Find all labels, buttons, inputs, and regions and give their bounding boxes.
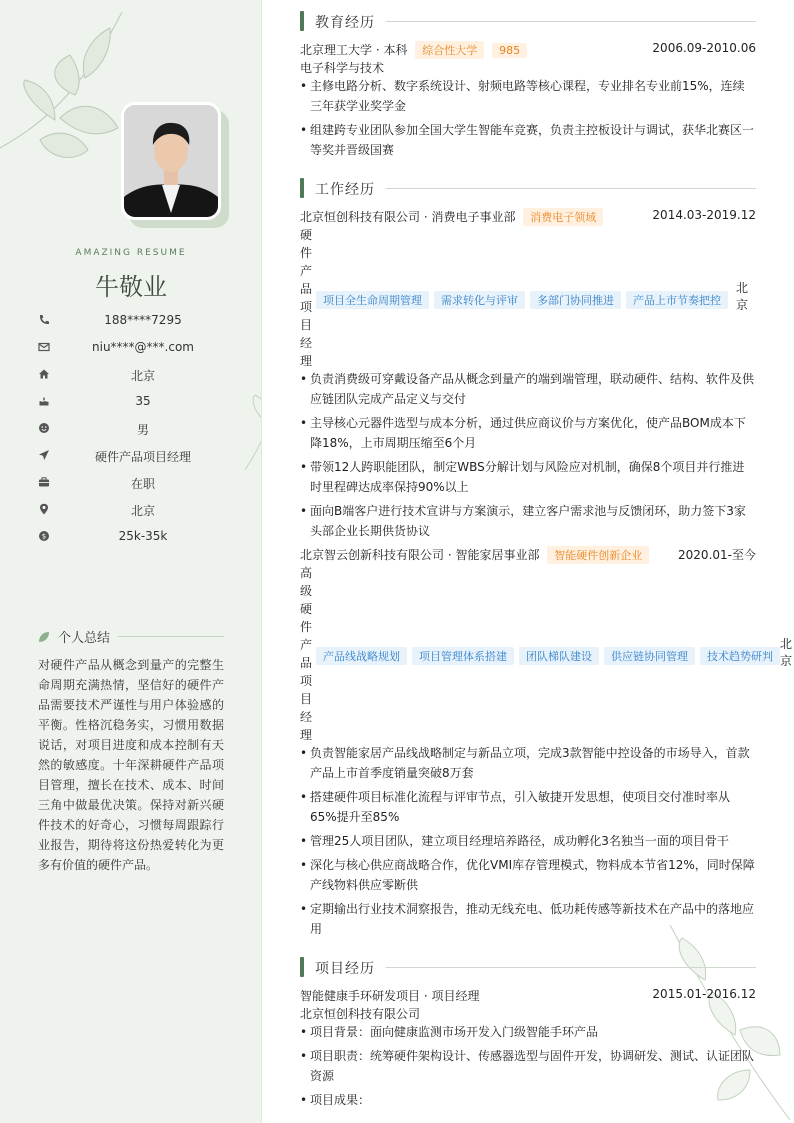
list-item: • 主导核心元器件选型与成本分析，通过供应商议价与方案优化，使产品BOM成本下降18%，上市周期压缩至6个月: [300, 416, 746, 450]
leaf-icon: [38, 631, 50, 643]
school-tag: 985: [492, 43, 527, 58]
location-value: 北京: [130, 504, 155, 518]
svg-text:$: $: [41, 532, 47, 541]
skill-tags: [316, 289, 733, 309]
list-item: • 项目成果：: [300, 1093, 371, 1107]
skill-tag: 产品线战略规划: [316, 647, 407, 665]
leaf-decoration-icon: [240, 360, 262, 480]
project-date: 2015.01-2016.12: [652, 987, 756, 1001]
skill-tag: 多部门协同推进: [530, 291, 621, 309]
job-date: 2014.03-2019.12: [652, 208, 756, 222]
job-location: 北京: [736, 281, 749, 312]
list-item: • 负责消费级可穿戴设备产品从概念到量产的端到端管理，联动硬件、结构、软件及供应链团队完成产品定义与交付: [300, 372, 755, 406]
info-gender: [38, 420, 228, 447]
salary-icon: [38, 530, 50, 542]
skill-tags: [316, 645, 785, 665]
company-name: 北京恒创科技有限公司 · 消费电子事业部: [300, 210, 516, 224]
education-heading: [300, 11, 756, 31]
skill-tag: 项目全生命周期管理: [316, 291, 429, 309]
skill-tag: 团队梯队建设: [519, 647, 599, 665]
education-header-row: [300, 41, 756, 59]
send-icon: [38, 449, 50, 461]
education-date: 2006.09-2010.06: [652, 41, 756, 55]
skill-tag: 项目管理体系搭建: [412, 647, 514, 665]
industry-tag: 智能硬件创新企业: [547, 546, 649, 564]
info-status: [38, 474, 228, 501]
candidate-name: 牛敬业: [95, 273, 167, 301]
job-location: 北京: [780, 637, 793, 668]
skill-tag: 技术趋势研判: [700, 647, 780, 665]
gender-value: 男: [136, 423, 149, 437]
job-header-row: [300, 546, 756, 564]
info-hometown: [38, 366, 228, 393]
school-tag: 综合性大学: [415, 41, 484, 59]
job-role: 高级硬件产品项目经理: [300, 566, 313, 742]
list-item: • 项目职责：统筹硬件架构设计、传感器选型与固件开发，协调研发、测试、认证团队资源: [300, 1049, 755, 1083]
info-location: [38, 501, 228, 528]
info-email: [38, 339, 228, 366]
projects-title: 项目经历: [315, 961, 375, 977]
summary-heading: [38, 627, 224, 647]
summary-text: 对硬件产品从概念到量产的完整生命周期充满热情，坚信好的硬件产品需要技术严谨性与用户体验感的平衡。性格沉稳务实，习惯用数据说话，对项目进度和成本控制有天然的敏感度。十年深耕硬件产品项目管理，擅长在技术、成本、时间三角中做最优决策。保持对新兴硬件技术的好奇心，习惯每周跟踪行业报告，期待将这份热爱转化为更多有价值的硬件产品。: [38, 658, 224, 872]
job-role: 硬件产品项目经理: [300, 228, 313, 368]
list-item: • 定期输出行业技术洞察报告，推动无线充电、低功耗传感等新技术在产品中的落地应用: [300, 902, 755, 936]
work-heading: [300, 178, 756, 198]
list-item: • 管理25人项目团队，建立项目经理培养路径，成功孵化3名独当一面的项目骨干: [300, 834, 729, 848]
list-item: • 面向B端客户进行技术宣讲与方案演示，建立客户需求池与反馈闭环，助力签下3家头部企业长期供货协议: [300, 504, 746, 538]
cake-icon: [38, 395, 50, 407]
school-name: 北京理工大学 · 本科: [300, 43, 408, 57]
age-value: 35: [135, 394, 151, 408]
mail-icon: [38, 341, 50, 353]
sidebar: [0, 0, 262, 1123]
list-item: • 负责智能家居产品线战略制定与新品立项，完成3款智能中控设备的市场导入，首款产品上市首季度销量突破8万套: [300, 746, 750, 780]
avatar: [124, 105, 218, 217]
company-name: 北京智云创新科技有限公司 · 智能家居事业部: [300, 548, 540, 562]
status-value: 在职: [130, 477, 155, 491]
skill-tag: 供应链协同管理: [604, 647, 695, 665]
summary-title: 个人总结: [58, 631, 111, 646]
skill-tag: 产品上市节奏把控: [626, 291, 728, 309]
contact-info-list: [38, 312, 228, 555]
projects-heading: [300, 957, 756, 977]
briefcase-icon: [38, 476, 50, 488]
education-major: 电子科学与技术: [300, 61, 385, 75]
info-salary: [38, 528, 228, 555]
home-icon: [38, 368, 50, 380]
salary-value: 25k-35k: [118, 529, 168, 543]
list-item: • 主修电路分析、数字系统设计、射频电路等核心课程，专业排名专业前15%，连续三年获学业奖学金: [300, 79, 745, 113]
industry-tag: 消费电子领域: [523, 208, 603, 226]
resume-subtitle: AMAZING RESUME: [75, 248, 187, 258]
info-position: [38, 447, 228, 474]
list-item: • 搭建硬件项目标准化流程与评审节点，引入敏捷开发思想，使项目交付准时率从65%提升至85%: [300, 790, 731, 824]
work-title: 工作经历: [315, 182, 375, 198]
info-age: [38, 393, 228, 420]
location-icon: [38, 503, 50, 515]
job-header-row: [300, 208, 756, 226]
hometown-value: 北京: [130, 369, 155, 383]
list-item: • 带领12人跨职能团队，制定WBS分解计划与风险应对机制，确保8个项目并行推进时里程碑达成率保持90%以上: [300, 460, 745, 494]
gender-icon: [38, 422, 50, 434]
project-company: 北京恒创科技有限公司: [300, 1007, 421, 1021]
list-item: • 深化与核心供应商战略合作，优化VMI库存管理模式，物料成本节省12%，同时保障产线物料供应零断供: [300, 858, 755, 892]
list-item: • 组建跨专业团队参加全国大学生智能车竞赛，负责主控板设计与调试，获华北赛区一等奖并晋级国赛: [300, 123, 755, 157]
info-phone: [38, 312, 228, 339]
project-header-row: [300, 987, 756, 1004]
education-title: 教育经历: [315, 15, 375, 31]
email-value: niu****@***.com: [92, 340, 194, 354]
profile-photo: [121, 102, 223, 222]
phone-value: 188****7295: [104, 313, 182, 327]
list-item: • 项目背景：面向健康监测市场开发入门级智能手环产品: [300, 1025, 599, 1039]
phone-icon: [38, 314, 50, 326]
job-date: 2020.01-至今: [678, 548, 756, 562]
position-value: 硬件产品项目经理: [94, 450, 191, 464]
project-name: 智能健康手环研发项目 · 项目经理: [300, 989, 480, 1003]
skill-tag: 需求转化与评审: [434, 291, 525, 309]
